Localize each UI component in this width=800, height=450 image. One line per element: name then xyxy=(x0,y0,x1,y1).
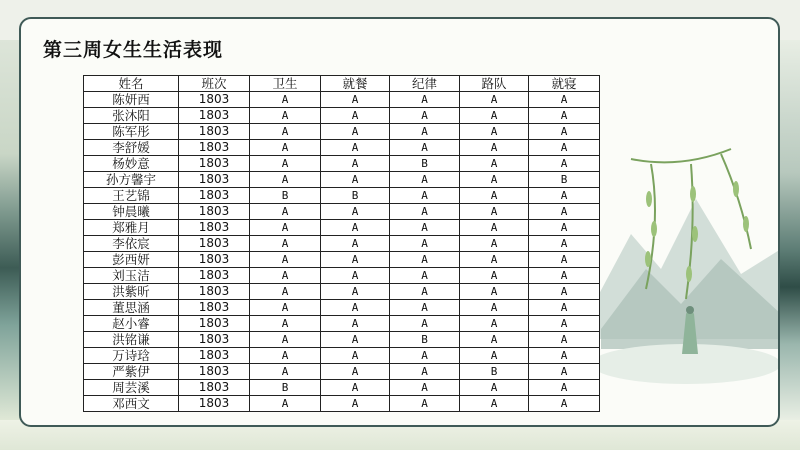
queue-grade-cell: A xyxy=(460,172,529,188)
class-number-cell: 1803 xyxy=(179,220,250,236)
table-row xyxy=(84,364,600,380)
hygiene-grade-cell: A xyxy=(250,364,321,380)
class-number-cell: 1803 xyxy=(179,92,250,108)
discipline-grade-cell: A xyxy=(390,252,460,268)
class-number-cell: 1803 xyxy=(179,284,250,300)
bedtime-grade-cell: A xyxy=(529,220,600,236)
student-name-cell: 李舒媛 xyxy=(84,140,179,156)
student-name-cell: 邓西文 xyxy=(84,396,179,412)
queue-grade-cell: A xyxy=(460,124,529,140)
queue-grade-cell: A xyxy=(460,332,529,348)
table-row xyxy=(84,188,600,204)
student-name-cell: 刘玉洁 xyxy=(84,268,179,284)
student-name-cell: 杨妙意 xyxy=(84,156,179,172)
student-name-cell: 李依宸 xyxy=(84,236,179,252)
dining-grade-cell: A xyxy=(321,380,390,396)
class-number-cell: 1803 xyxy=(179,332,250,348)
class-number-cell: 1803 xyxy=(179,348,250,364)
queue-grade-cell: A xyxy=(460,156,529,172)
student-name-cell: 陈妍西 xyxy=(84,92,179,108)
queue-grade-cell: A xyxy=(460,236,529,252)
queue-grade-cell: A xyxy=(460,380,529,396)
column-header-discipline: 纪律 xyxy=(390,76,460,92)
discipline-grade-cell: A xyxy=(390,188,460,204)
student-name-cell: 赵小睿 xyxy=(84,316,179,332)
discipline-grade-cell: A xyxy=(390,300,460,316)
student-name-cell: 郑雅月 xyxy=(84,220,179,236)
table-row xyxy=(84,92,600,108)
dining-grade-cell: A xyxy=(321,204,390,220)
table-row xyxy=(84,156,600,172)
hygiene-grade-cell: A xyxy=(250,124,321,140)
page-title: 第三周女生生活表现 xyxy=(43,39,224,61)
bedtime-grade-cell: A xyxy=(529,380,600,396)
student-name-cell: 万诗琀 xyxy=(84,348,179,364)
queue-grade-cell: A xyxy=(460,140,529,156)
bedtime-grade-cell: A xyxy=(529,332,600,348)
hygiene-grade-cell: A xyxy=(250,204,321,220)
class-number-cell: 1803 xyxy=(179,204,250,220)
landscape-illustration xyxy=(591,139,780,399)
hygiene-grade-cell: A xyxy=(250,268,321,284)
table-row xyxy=(84,140,600,156)
bedtime-grade-cell: A xyxy=(529,268,600,284)
dining-grade-cell: A xyxy=(321,284,390,300)
student-name-cell: 洪紫昕 xyxy=(84,284,179,300)
dining-grade-cell: A xyxy=(321,236,390,252)
class-number-cell: 1803 xyxy=(179,156,250,172)
discipline-grade-cell: A xyxy=(390,364,460,380)
dining-grade-cell: A xyxy=(321,316,390,332)
table-row xyxy=(84,284,600,300)
discipline-grade-cell: B xyxy=(390,156,460,172)
table-row xyxy=(84,300,600,316)
hygiene-grade-cell: A xyxy=(250,284,321,300)
class-number-cell: 1803 xyxy=(179,364,250,380)
discipline-grade-cell: A xyxy=(390,316,460,332)
student-name-cell: 陈军彤 xyxy=(84,124,179,140)
slide-card xyxy=(19,17,780,427)
discipline-grade-cell: A xyxy=(390,284,460,300)
queue-grade-cell: A xyxy=(460,284,529,300)
column-header-hygiene: 卫生 xyxy=(250,76,321,92)
discipline-grade-cell: A xyxy=(390,220,460,236)
table-row xyxy=(84,348,600,364)
dining-grade-cell: A xyxy=(321,252,390,268)
queue-grade-cell: A xyxy=(460,348,529,364)
queue-grade-cell: A xyxy=(460,316,529,332)
class-number-cell: 1803 xyxy=(179,124,250,140)
discipline-grade-cell: A xyxy=(390,348,460,364)
student-name-cell: 董思涵 xyxy=(84,300,179,316)
hygiene-grade-cell: A xyxy=(250,252,321,268)
table-row xyxy=(84,316,600,332)
discipline-grade-cell: A xyxy=(390,140,460,156)
class-number-cell: 1803 xyxy=(179,252,250,268)
dining-grade-cell: A xyxy=(321,268,390,284)
column-header-name: 姓名 xyxy=(84,76,179,92)
discipline-grade-cell: A xyxy=(390,204,460,220)
discipline-grade-cell: A xyxy=(390,172,460,188)
bedtime-grade-cell: A xyxy=(529,284,600,300)
discipline-grade-cell: A xyxy=(390,124,460,140)
student-name-cell: 张沐阳 xyxy=(84,108,179,124)
student-name-cell: 严紫伊 xyxy=(84,364,179,380)
hygiene-grade-cell: A xyxy=(250,316,321,332)
dining-grade-cell: A xyxy=(321,332,390,348)
dining-grade-cell: A xyxy=(321,140,390,156)
bedtime-grade-cell: A xyxy=(529,364,600,380)
bedtime-grade-cell: B xyxy=(529,172,600,188)
dining-grade-cell: A xyxy=(321,92,390,108)
discipline-grade-cell: A xyxy=(390,380,460,396)
bedtime-grade-cell: A xyxy=(529,188,600,204)
dining-grade-cell: A xyxy=(321,124,390,140)
dining-grade-cell: A xyxy=(321,364,390,380)
queue-grade-cell: B xyxy=(460,364,529,380)
column-header-queue: 路队 xyxy=(460,76,529,92)
hygiene-grade-cell: A xyxy=(250,220,321,236)
discipline-grade-cell: A xyxy=(390,396,460,412)
class-number-cell: 1803 xyxy=(179,316,250,332)
queue-grade-cell: A xyxy=(460,204,529,220)
dining-grade-cell: A xyxy=(321,396,390,412)
discipline-grade-cell: B xyxy=(390,332,460,348)
hygiene-grade-cell: B xyxy=(250,188,321,204)
table-row xyxy=(84,204,600,220)
dining-grade-cell: A xyxy=(321,172,390,188)
hygiene-grade-cell: A xyxy=(250,172,321,188)
queue-grade-cell: A xyxy=(460,396,529,412)
bedtime-grade-cell: A xyxy=(529,348,600,364)
hygiene-grade-cell: A xyxy=(250,236,321,252)
hygiene-grade-cell: A xyxy=(250,332,321,348)
hygiene-grade-cell: A xyxy=(250,300,321,316)
queue-grade-cell: A xyxy=(460,268,529,284)
class-number-cell: 1803 xyxy=(179,108,250,124)
hygiene-grade-cell: A xyxy=(250,92,321,108)
bedtime-grade-cell: A xyxy=(529,396,600,412)
dining-grade-cell: B xyxy=(321,188,390,204)
table-row xyxy=(84,108,600,124)
table-row xyxy=(84,332,600,348)
student-name-cell: 周芸溪 xyxy=(84,380,179,396)
table-header-row xyxy=(84,76,600,92)
column-header-bedtime: 就寝 xyxy=(529,76,600,92)
class-number-cell: 1803 xyxy=(179,236,250,252)
column-header-class: 班次 xyxy=(179,76,250,92)
student-name-cell: 彭西妍 xyxy=(84,252,179,268)
discipline-grade-cell: A xyxy=(390,108,460,124)
dining-grade-cell: A xyxy=(321,348,390,364)
table-row xyxy=(84,236,600,252)
table-row xyxy=(84,252,600,268)
table-row xyxy=(84,124,600,140)
dining-grade-cell: A xyxy=(321,156,390,172)
dining-grade-cell: A xyxy=(321,108,390,124)
queue-grade-cell: A xyxy=(460,252,529,268)
hygiene-grade-cell: A xyxy=(250,140,321,156)
student-name-cell: 王艺锦 xyxy=(84,188,179,204)
hygiene-grade-cell: A xyxy=(250,348,321,364)
bedtime-grade-cell: A xyxy=(529,252,600,268)
discipline-grade-cell: A xyxy=(390,268,460,284)
column-header-dining: 就餐 xyxy=(321,76,390,92)
table-row xyxy=(84,172,600,188)
bedtime-grade-cell: A xyxy=(529,140,600,156)
table-row xyxy=(84,396,600,412)
queue-grade-cell: A xyxy=(460,92,529,108)
class-number-cell: 1803 xyxy=(179,140,250,156)
class-number-cell: 1803 xyxy=(179,396,250,412)
bedtime-grade-cell: A xyxy=(529,300,600,316)
hygiene-grade-cell: A xyxy=(250,396,321,412)
hygiene-grade-cell: A xyxy=(250,108,321,124)
bedtime-grade-cell: A xyxy=(529,316,600,332)
bedtime-grade-cell: A xyxy=(529,124,600,140)
bedtime-grade-cell: A xyxy=(529,92,600,108)
table-row xyxy=(84,220,600,236)
figure-head xyxy=(686,306,694,314)
student-name-cell: 钟晨曦 xyxy=(84,204,179,220)
student-name-cell: 洪铭谦 xyxy=(84,332,179,348)
dining-grade-cell: A xyxy=(321,220,390,236)
class-number-cell: 1803 xyxy=(179,268,250,284)
discipline-grade-cell: A xyxy=(390,92,460,108)
table-row xyxy=(84,268,600,284)
class-number-cell: 1803 xyxy=(179,380,250,396)
queue-grade-cell: A xyxy=(460,108,529,124)
queue-grade-cell: A xyxy=(460,220,529,236)
student-name-cell: 孙方馨宇 xyxy=(84,172,179,188)
hygiene-grade-cell: B xyxy=(250,380,321,396)
bedtime-grade-cell: A xyxy=(529,156,600,172)
discipline-grade-cell: A xyxy=(390,236,460,252)
class-number-cell: 1803 xyxy=(179,188,250,204)
table-row xyxy=(84,380,600,396)
bedtime-grade-cell: A xyxy=(529,236,600,252)
dining-grade-cell: A xyxy=(321,300,390,316)
bedtime-grade-cell: A xyxy=(529,204,600,220)
performance-table xyxy=(83,75,600,412)
bedtime-grade-cell: A xyxy=(529,108,600,124)
queue-grade-cell: A xyxy=(460,300,529,316)
class-number-cell: 1803 xyxy=(179,300,250,316)
queue-grade-cell: A xyxy=(460,188,529,204)
class-number-cell: 1803 xyxy=(179,172,250,188)
hygiene-grade-cell: A xyxy=(250,156,321,172)
